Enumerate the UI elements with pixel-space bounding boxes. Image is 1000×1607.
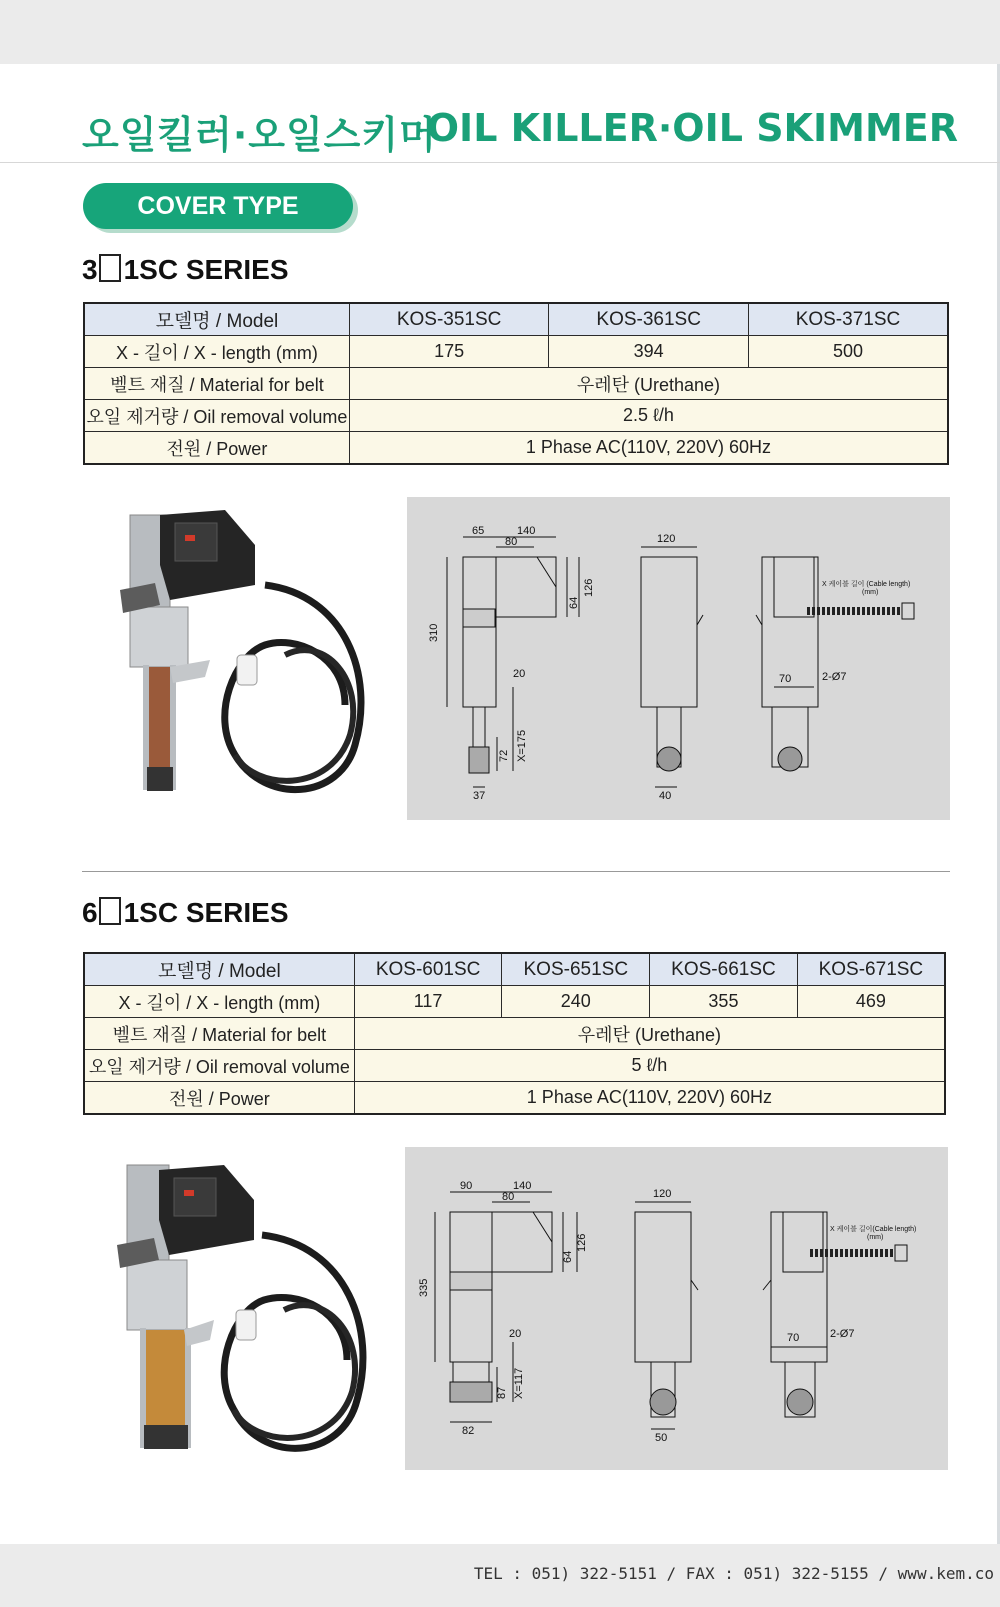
spec-table-6-series (83, 952, 946, 1115)
length-cell: 355 (650, 986, 798, 1018)
table-row (84, 432, 948, 465)
dim-label: 2-Ø7 (830, 1328, 855, 1340)
dim-label: 310 (428, 623, 440, 642)
dim-label: X=175 (516, 729, 528, 762)
length-cell: 394 (549, 336, 749, 368)
row-label: 벨트 재질 / Material for belt (84, 368, 349, 400)
series-title-6 (82, 897, 289, 929)
dim-label: 20 (513, 668, 526, 680)
table-row (84, 368, 948, 400)
row-label: X - 길이 / X - length (mm) (84, 986, 354, 1018)
table-row (84, 336, 948, 368)
dim-label: 80 (505, 536, 518, 548)
table-row (84, 303, 948, 336)
dim-label: 70 (787, 1332, 800, 1344)
dim-label: 126 (583, 578, 595, 597)
dim-label: 50 (655, 1432, 668, 1444)
table-row (84, 1050, 945, 1082)
dim-label: 20 (509, 1328, 522, 1340)
row-label: 오일 제거량 / Oil removal volume (84, 1050, 354, 1082)
length-cell: 240 (502, 986, 650, 1018)
material-cell: 우레탄 (Urethane) (354, 1018, 945, 1050)
model-cell: KOS-661SC (650, 953, 798, 986)
row-label: 모델명 / Model (84, 953, 354, 986)
row-label: 모델명 / Model (84, 303, 349, 336)
model-cell: KOS-651SC (502, 953, 650, 986)
dim-label: 90 (460, 1180, 473, 1192)
length-cell: 469 (797, 986, 945, 1018)
row-label: 전원 / Power (84, 432, 349, 465)
series-suffix: 1SC SERIES (123, 897, 289, 928)
dim-label: 40 (659, 790, 672, 802)
dim-label: X=117 (513, 1367, 525, 1399)
cover-type-badge: COVER TYPE (83, 183, 353, 229)
technical-drawing-6-series (405, 1147, 948, 1470)
product-photo-6-series (112, 1160, 377, 1470)
cable-note: X 케이블 길이(Cable length) (830, 1226, 917, 1233)
placeholder-box (99, 254, 121, 282)
model-cell: KOS-671SC (797, 953, 945, 986)
dim-label: 80 (502, 1191, 515, 1203)
model-cell: KOS-601SC (354, 953, 502, 986)
series-title-3 (82, 254, 289, 286)
table-row (84, 1082, 945, 1115)
length-cell: 175 (349, 336, 549, 368)
table-row (84, 1018, 945, 1050)
page-title-korean: 오일킬러·오일스키머 (82, 113, 437, 157)
dim-label: 87 (496, 1386, 508, 1399)
series-suffix: 1SC SERIES (123, 254, 289, 285)
dim-label: 82 (462, 1425, 475, 1437)
row-label: 벨트 재질 / Material for belt (84, 1018, 354, 1050)
dim-label: 2-Ø7 (822, 671, 847, 683)
volume-cell: 5 ℓ/h (354, 1050, 945, 1082)
section-divider (82, 871, 950, 872)
technical-drawing-3-series (407, 497, 950, 820)
dim-label: 64 (562, 1250, 574, 1263)
series-number: 6 (82, 897, 98, 928)
dim-label: 70 (779, 673, 792, 685)
dim-label: 126 (576, 1233, 588, 1252)
power-cell: 1 Phase AC(110V, 220V) 60Hz (349, 432, 948, 465)
page-header (0, 64, 1000, 163)
row-label: 오일 제거량 / Oil removal volume (84, 400, 349, 432)
row-label: 전원 / Power (84, 1082, 354, 1115)
dim-label: 64 (568, 596, 580, 609)
length-cell: 500 (748, 336, 948, 368)
row-label: X - 길이 / X - length (mm) (84, 336, 349, 368)
dim-label: 72 (498, 749, 510, 762)
series-number: 3 (82, 254, 98, 285)
dim-label: 65 (472, 525, 485, 537)
table-row (84, 400, 948, 432)
power-cell: 1 Phase AC(110V, 220V) 60Hz (354, 1082, 945, 1115)
model-cell: KOS-351SC (349, 303, 549, 336)
page-title-english: OIL KILLER·OIL SKIMMER (426, 106, 958, 150)
page-footer (0, 1544, 1000, 1607)
model-cell: KOS-361SC (549, 303, 749, 336)
cable-note: X 케이블 길이 (Cable length) (822, 581, 911, 588)
contact-info: TEL : 051) 322-5151 / FAX : 051) 322-5155 / www.kem.co (473, 1564, 994, 1583)
length-cell: 117 (354, 986, 502, 1018)
product-photo-3-series (115, 505, 375, 810)
table-row (84, 953, 945, 986)
dim-label: 120 (657, 533, 676, 545)
dim-label: 335 (418, 1278, 430, 1297)
placeholder-box (99, 897, 121, 925)
dim-label: 140 (517, 525, 536, 537)
dim-label: 37 (473, 790, 486, 802)
dim-label: 140 (513, 1180, 532, 1192)
dim-label: 120 (653, 1188, 672, 1200)
model-cell: KOS-371SC (748, 303, 948, 336)
top-band (0, 0, 1000, 64)
cable-unit: (mm) (867, 1234, 884, 1241)
cable-unit: (mm) (862, 589, 879, 596)
volume-cell: 2.5 ℓ/h (349, 400, 948, 432)
spec-table-3-series (83, 302, 949, 465)
material-cell: 우레탄 (Urethane) (349, 368, 948, 400)
table-row (84, 986, 945, 1018)
